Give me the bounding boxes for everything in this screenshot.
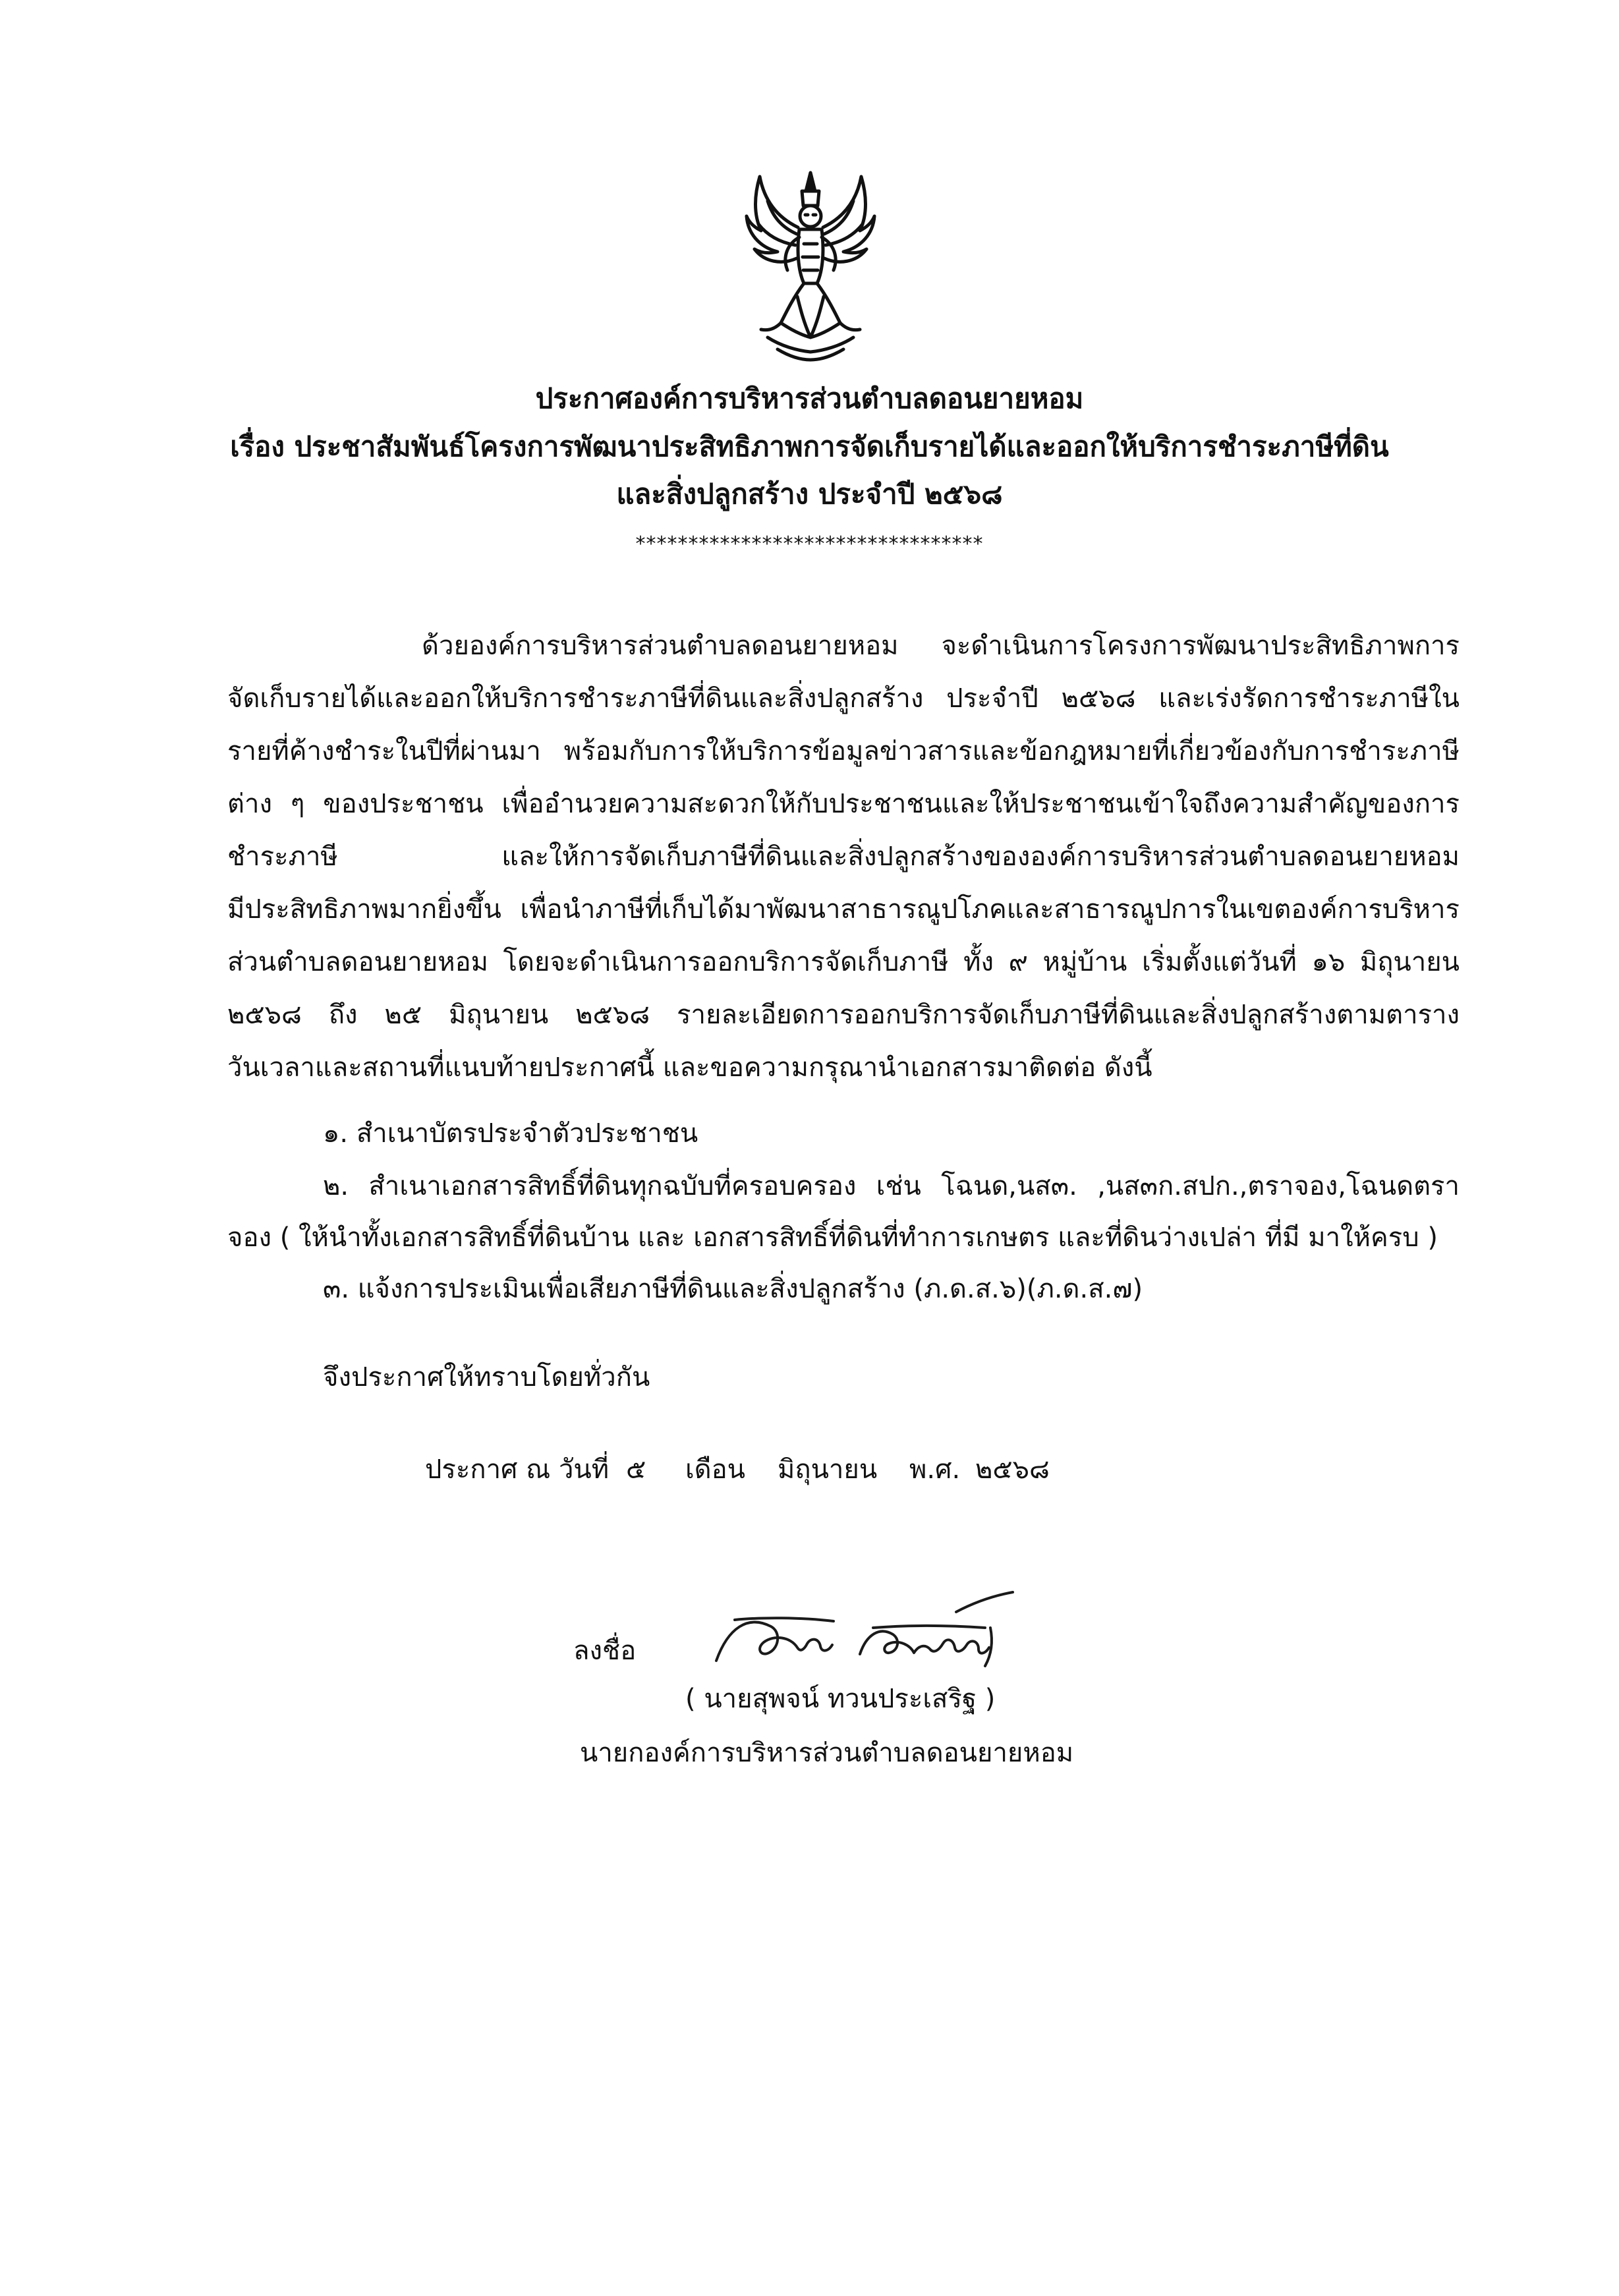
announcement-subject: เรื่อง ประชาสัมพันธ์โครงการพัฒนาประสิทธิภาพการจัดเก็บรายได้และออกให้บริการชำระภาษีที่ดิน xyxy=(230,430,1389,463)
announcement-subject-continued: และสิ่งปลูกสร้าง ประจำปี ๒๕๖๘ xyxy=(616,478,1003,510)
garuda-emblem-icon xyxy=(741,165,880,362)
announcement-day: ๕ xyxy=(626,1454,646,1485)
paragraph-line: วันเวลาและสถานที่แนบท้ายประกาศนี้ และขอความกรุณานำเอกสารมาติดต่อ ดังนี้ xyxy=(227,1052,1152,1083)
paragraph-line: มีประสิทธิภาพมากยิ่งขึ้น เพื่อนำภาษีที่เก็บได้มาพัฒนาสาธารณูปโภคและสาธารณูปการในเขตองค์การบริหาร xyxy=(227,894,1460,925)
announcement-date-prefix: ประกาศ ณ วันที่ xyxy=(425,1454,610,1485)
paragraph-line: ต่าง ๆ ของประชาชน เพื่ออำนวยความสะดวกให้กับประชาชนและให้ประชาชนเข้าใจถึงความสำคัญของการ xyxy=(227,789,1460,819)
sign-label: ลงชื่อ xyxy=(573,1636,637,1666)
paragraph-line: ชำระภาษี และให้การจัดเก็บภาษีที่ดินและสิ่งปลูกสร้างขององค์การบริหารส่วนตำบลดอนยายหอม xyxy=(227,842,1460,872)
document-list-item-3: ๓. แจ้งการประเมินเพื่อเสียภาษีที่ดินและสิ่งปลูกสร้าง (ภ.ด.ส.๖)(ภ.ด.ส.๗) xyxy=(323,1274,1143,1304)
paragraph-line: รายที่ค้างชำระในปีที่ผ่านมา พร้อมกับการให้บริการข้อมูลข่าวสารและข้อกฎหมายที่เกี่ยวข้องกับการชำระภาษี xyxy=(227,736,1460,766)
signatory-position: นายกองค์การบริหารส่วนตำบลดอนยายหอม xyxy=(580,1738,1074,1768)
announcement-year: ๒๕๖๘ xyxy=(975,1454,1050,1485)
title-separator: ********************************* xyxy=(635,532,984,556)
document-list-item-1: ๑. สำเนาบัตรประจำตัวประชาชน xyxy=(323,1118,698,1149)
paragraph-line: ๒๕๖๘ ถึง ๒๕ มิถุนายน ๒๕๖๘ รายละเอียดการออกบริการจัดเก็บภาษีที่ดินและสิ่งปลูกสร้างตามตาราง xyxy=(227,1000,1460,1030)
announcement-month: มิถุนายน xyxy=(778,1454,878,1485)
closing-statement: จึงประกาศให้ทราบโดยทั่วกัน xyxy=(323,1362,650,1392)
announcement-year-label: พ.ศ. xyxy=(909,1454,961,1485)
paragraph-line: จัดเก็บรายได้และออกให้บริการชำระภาษีที่ดินและสิ่งปลูกสร้าง ประจำปี ๒๕๖๘ และเร่งรัดการชำระภาษีใน xyxy=(227,683,1460,714)
announcement-title: ประกาศองค์การบริหารส่วนตำบลดอนยายหอม xyxy=(535,382,1084,415)
announcement-month-label: เดือน xyxy=(685,1454,746,1485)
signatory-name: ( นายสุพจน์ ทวนประเสริฐ ) xyxy=(685,1684,996,1714)
paragraph-line: ส่วนตำบลดอนยายหอม โดยจะดำเนินการออกบริการจัดเก็บภาษี ทั้ง ๙ หมู่บ้าน เริ่มตั้งแต่วันที่ ๑๖ มิถุนายน xyxy=(227,947,1460,977)
paragraph-line: ด้วยองค์การบริหารส่วนตำบลดอนยายหอม จะดำเนินการโครงการพัฒนาประสิทธิภาพการ xyxy=(422,631,1460,661)
handwritten-signature xyxy=(708,1588,1018,1687)
document-list-item-2-continued: จอง ( ให้นำทั้งเอกสารสิทธิ์ที่ดินบ้าน และ เอกสารสิทธิ์ที่ดินที่ทำการเกษตร และที่ดินว่างเปล่า ที่มี มาให้ครบ ) xyxy=(227,1222,1438,1253)
document-list-item-2: ๒. สำเนาเอกสารสิทธิ์ที่ดินทุกฉบับที่ครอบครอง เช่น โฉนด,นส๓. ,นส๓ก.สปก.,ตราจอง,โฉนดตรา xyxy=(323,1171,1460,1201)
